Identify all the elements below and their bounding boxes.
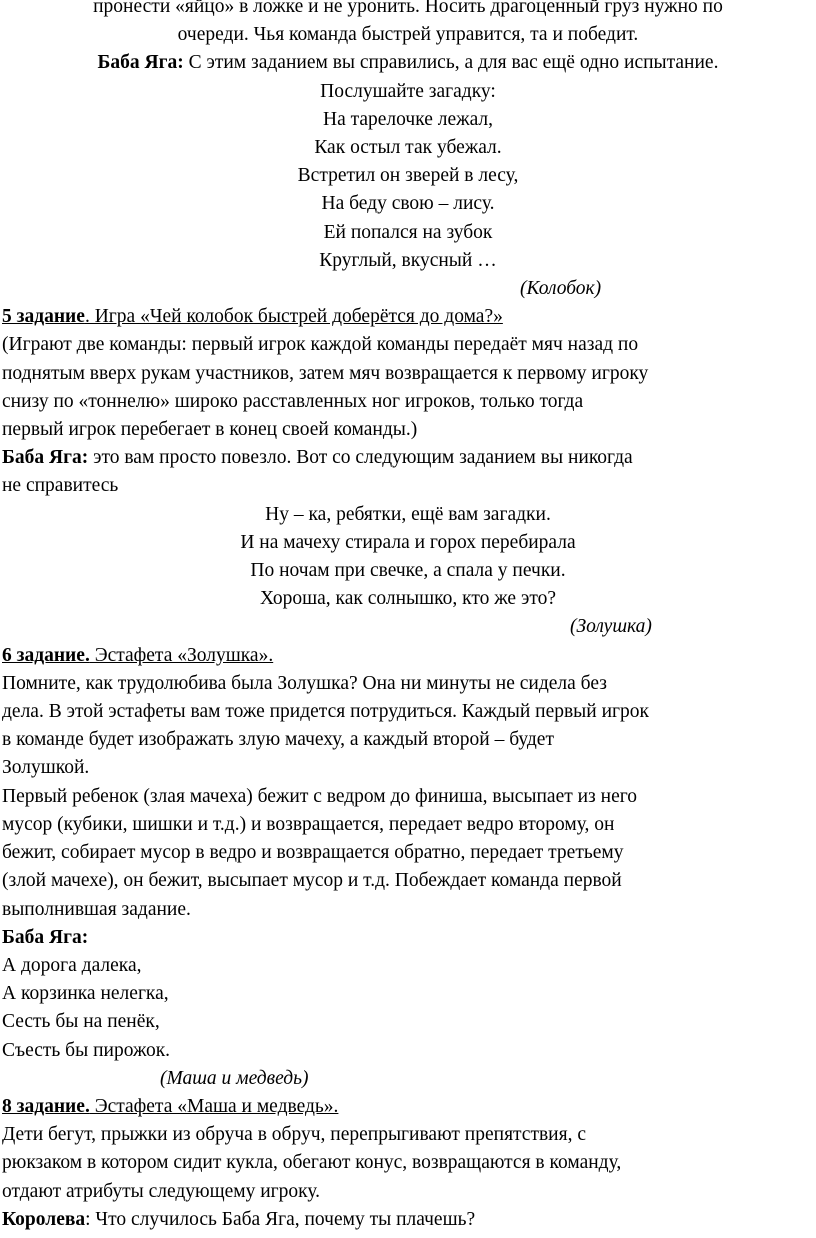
- poem-line: Сесть бы на пенёк,: [2, 1011, 160, 1033]
- riddle-line: Хороша, как солнышко, кто же это?: [259, 588, 556, 610]
- text-line: дела. В этой эстафеты вам тоже придется потрудиться. Каждый первый игрок: [2, 701, 649, 723]
- task-number: 6 задание.: [2, 644, 90, 666]
- poem-line: А корзинка нелегка,: [2, 983, 169, 1005]
- text-line: рюкзаком в котором сидит кукла, обегают конус, возвращаются в команду,: [2, 1152, 622, 1174]
- poem-line: Съесть бы пирожок.: [2, 1039, 171, 1061]
- task-name: . Игра «Чей колобок быстрей доберётся до дома?»: [84, 306, 503, 328]
- dialogue-line: [0, 49, 816, 77]
- task-heading: [0, 1093, 816, 1121]
- task-number: 5 задание: [2, 306, 85, 328]
- riddle-line: Встретил он зверей в лесу,: [297, 165, 519, 187]
- text-line: снизу по «тоннелю» широко расставленных ног игроков, только тогда: [2, 390, 584, 412]
- text-line: первый игрок перебегает в конец своей команды.): [2, 419, 418, 441]
- text-line: пронести «яйцо» в ложке и не уронить. Носить драгоценный груз нужно по: [93, 0, 723, 17]
- riddle-line: На тарелочке лежал,: [322, 108, 494, 130]
- text-line: в команде будет изображать злую мачеху, а каждый второй – будет: [2, 729, 554, 751]
- speech-text: это вам просто повезло. Вот со следующим заданием вы никогда: [88, 447, 633, 469]
- riddle-line: Ей попался на зубок: [323, 221, 493, 243]
- riddle-answer: (Маша и медведь): [160, 1067, 309, 1089]
- riddle-answer: (Золушка): [570, 616, 652, 638]
- task-name: Эстафета «Маша и медведь».: [89, 1095, 339, 1117]
- speaker-name: Баба Яга:: [2, 447, 89, 469]
- text-line: отдают атрибуты следующему игроку.: [2, 1180, 321, 1202]
- text-line: (Играют две команды: первый игрок каждой команды передаёт мяч назад по: [2, 334, 639, 356]
- speech-text: : Что случилось Баба Яга, почему ты плачешь?: [85, 1208, 476, 1230]
- text-line: мусор (кубики, шишки и т.д.) и возвращается, передает ведро второму, он: [2, 813, 615, 835]
- text-line: Золушкой.: [2, 757, 90, 779]
- riddle-line: Послушайте загадку:: [320, 80, 496, 102]
- riddle-line: Как остыл так убежал.: [314, 137, 502, 159]
- task-number: 8 задание.: [2, 1095, 90, 1117]
- task-heading: [0, 642, 816, 670]
- riddle-answer: (Колобок): [520, 278, 602, 300]
- text-line: выполнившая задание.: [2, 898, 191, 920]
- text-line: не справитесь: [2, 475, 119, 497]
- text-line: поднятым вверх рукам участников, затем мяч возвращается к первому игроку: [2, 362, 649, 384]
- task-heading: [0, 303, 816, 331]
- riddle-line: Ну – ка, ребятки, ещё вам загадки.: [265, 503, 551, 525]
- text-line: Первый ребенок (злая мачеха) бежит с ведром до финиша, высыпает из него: [2, 785, 637, 807]
- speaker-name: Баба Яга:: [97, 52, 184, 74]
- riddle-line: По ночам при свечке, а спала у печки.: [250, 560, 566, 582]
- task-name: Эстафета «Золушка».: [89, 644, 274, 666]
- riddle-line: Круглый, вкусный …: [319, 249, 497, 271]
- text-line: очереди. Чья команда быстрей управится, та и победит.: [177, 24, 639, 46]
- speaker-name: Королева: [2, 1208, 86, 1230]
- dialogue-line: [0, 1206, 816, 1234]
- text-line: Дети бегут, прыжки из обруча в обруч, перепрыгивают препятствия, с: [2, 1124, 586, 1146]
- poem-line: А дорога далека,: [2, 954, 142, 976]
- riddle-line: На беду свою – лису.: [321, 193, 495, 215]
- text-line: бежит, собирает мусор в ведро и возвращается обратно, передает третьему: [2, 842, 624, 864]
- dialogue-line: [0, 444, 816, 472]
- speech-text: С этим заданием вы справились, а для вас ещё одно испытание.: [183, 52, 719, 74]
- speaker-name: Баба Яга:: [2, 926, 89, 948]
- text-line: Помните, как трудолюбива была Золушка? Она ни минуты не сидела без: [2, 672, 607, 694]
- riddle-line: И на мачеху стирала и горох перебирала: [240, 531, 576, 553]
- text-line: (злой мачехе), он бежит, высыпает мусор и т.д. Побеждает команда первой: [2, 870, 622, 892]
